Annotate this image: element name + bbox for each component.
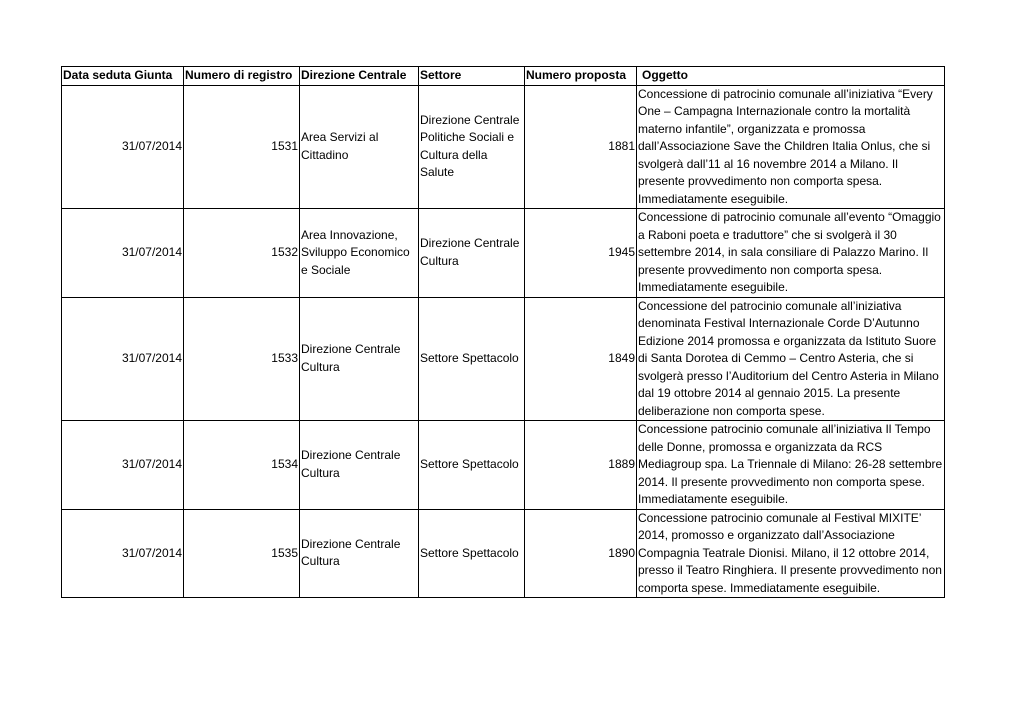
header-settore: Settore bbox=[419, 67, 525, 86]
cell-numero-registro: 1532 bbox=[184, 209, 300, 298]
cell-numero-proposta: 1849 bbox=[525, 297, 637, 421]
cell-settore: Settore Spettacolo bbox=[419, 509, 525, 598]
table-header-row bbox=[62, 67, 945, 86]
cell-numero-proposta: 1945 bbox=[525, 209, 637, 298]
cell-direzione-centrale: Area Servizi al Cittadino bbox=[300, 85, 419, 209]
table-row bbox=[62, 421, 945, 510]
cell-oggetto: Concessione patrocinio comunale all’iniziativa Il Tempo delle Donne, promossa e organizzata da RCS Mediagroup spa. La Triennale di Milano: 26-28 settembre 2014. Il presente provvedimento non comporta spese. Immediatamente eseguibile. bbox=[637, 421, 945, 510]
table-row bbox=[62, 509, 945, 598]
header-oggetto: Oggetto bbox=[637, 67, 945, 86]
table-row bbox=[62, 297, 945, 421]
cell-numero-registro: 1531 bbox=[184, 85, 300, 209]
cell-data-seduta: 31/07/2014 bbox=[62, 297, 184, 421]
cell-data-seduta: 31/07/2014 bbox=[62, 209, 184, 298]
cell-oggetto: Concessione di patrocinio comunale all’evento “Omaggio a Raboni poeta e traduttore” che si svolgerà il 30 settembre 2014, in sala consiliare di Palazzo Marino. Il presente provvedimento non comporta spesa. Immediatamente eseguibile. bbox=[637, 209, 945, 298]
header-data-seduta: Data seduta Giunta bbox=[62, 67, 184, 86]
cell-data-seduta: 31/07/2014 bbox=[62, 85, 184, 209]
cell-numero-registro: 1535 bbox=[184, 509, 300, 598]
cell-settore: Settore Spettacolo bbox=[419, 421, 525, 510]
cell-numero-proposta: 1889 bbox=[525, 421, 637, 510]
deliberations-table bbox=[61, 66, 945, 598]
cell-direzione-centrale: Direzione Centrale Cultura bbox=[300, 421, 419, 510]
table-row bbox=[62, 209, 945, 298]
cell-numero-registro: 1533 bbox=[184, 297, 300, 421]
cell-numero-registro: 1534 bbox=[184, 421, 300, 510]
header-direzione-centrale: Direzione Centrale bbox=[300, 67, 419, 86]
cell-data-seduta: 31/07/2014 bbox=[62, 421, 184, 510]
cell-settore: Direzione Centrale Cultura bbox=[419, 209, 525, 298]
cell-direzione-centrale: Direzione Centrale Cultura bbox=[300, 297, 419, 421]
cell-direzione-centrale: Direzione Centrale Cultura bbox=[300, 509, 419, 598]
table-row bbox=[62, 85, 945, 209]
header-numero-proposta: Numero proposta bbox=[525, 67, 637, 86]
cell-numero-proposta: 1881 bbox=[525, 85, 637, 209]
cell-direzione-centrale: Area Innovazione, Sviluppo Economico e Sociale bbox=[300, 209, 419, 298]
cell-settore: Direzione Centrale Politiche Sociali e Cultura della Salute bbox=[419, 85, 525, 209]
cell-oggetto: Concessione patrocinio comunale al Festival MIXITE’ 2014, promosso e organizzato dall’Associazione Compagnia Teatrale Dionisi. Milano, il 12 ottobre 2014, presso il Teatro Ringhiera. Il presente provvedimento non comporta spese. Immediatamente eseguibile. bbox=[637, 509, 945, 598]
cell-settore: Settore Spettacolo bbox=[419, 297, 525, 421]
header-numero-registro: Numero di registro bbox=[184, 67, 300, 86]
cell-data-seduta: 31/07/2014 bbox=[62, 509, 184, 598]
cell-oggetto: Concessione di patrocinio comunale all’iniziativa “Every One – Campagna Internazionale contro la mortalità materno infantile”, organizzata e promossa dall’Associazione Save the Children Italia Onlus, che si svolgerà dall’11 al 16 novembre 2014 a Milano. Il presente provvedimento non comporta spesa. Immediatamente eseguibile. bbox=[637, 85, 945, 209]
cell-oggetto: Concessione del patrocinio comunale all’iniziativa denominata Festival Internazionale Corde D’Autunno Edizione 2014 promossa e organizzata da Istituto Suore di Santa Dorotea di Cemmo – Centro Asteria, che si svolgerà presso l’Auditorium del Centro Asteria in Milano dal 19 ottobre 2014 al gennaio 2015. La presente deliberazione non comporta spese. bbox=[637, 297, 945, 421]
cell-numero-proposta: 1890 bbox=[525, 509, 637, 598]
